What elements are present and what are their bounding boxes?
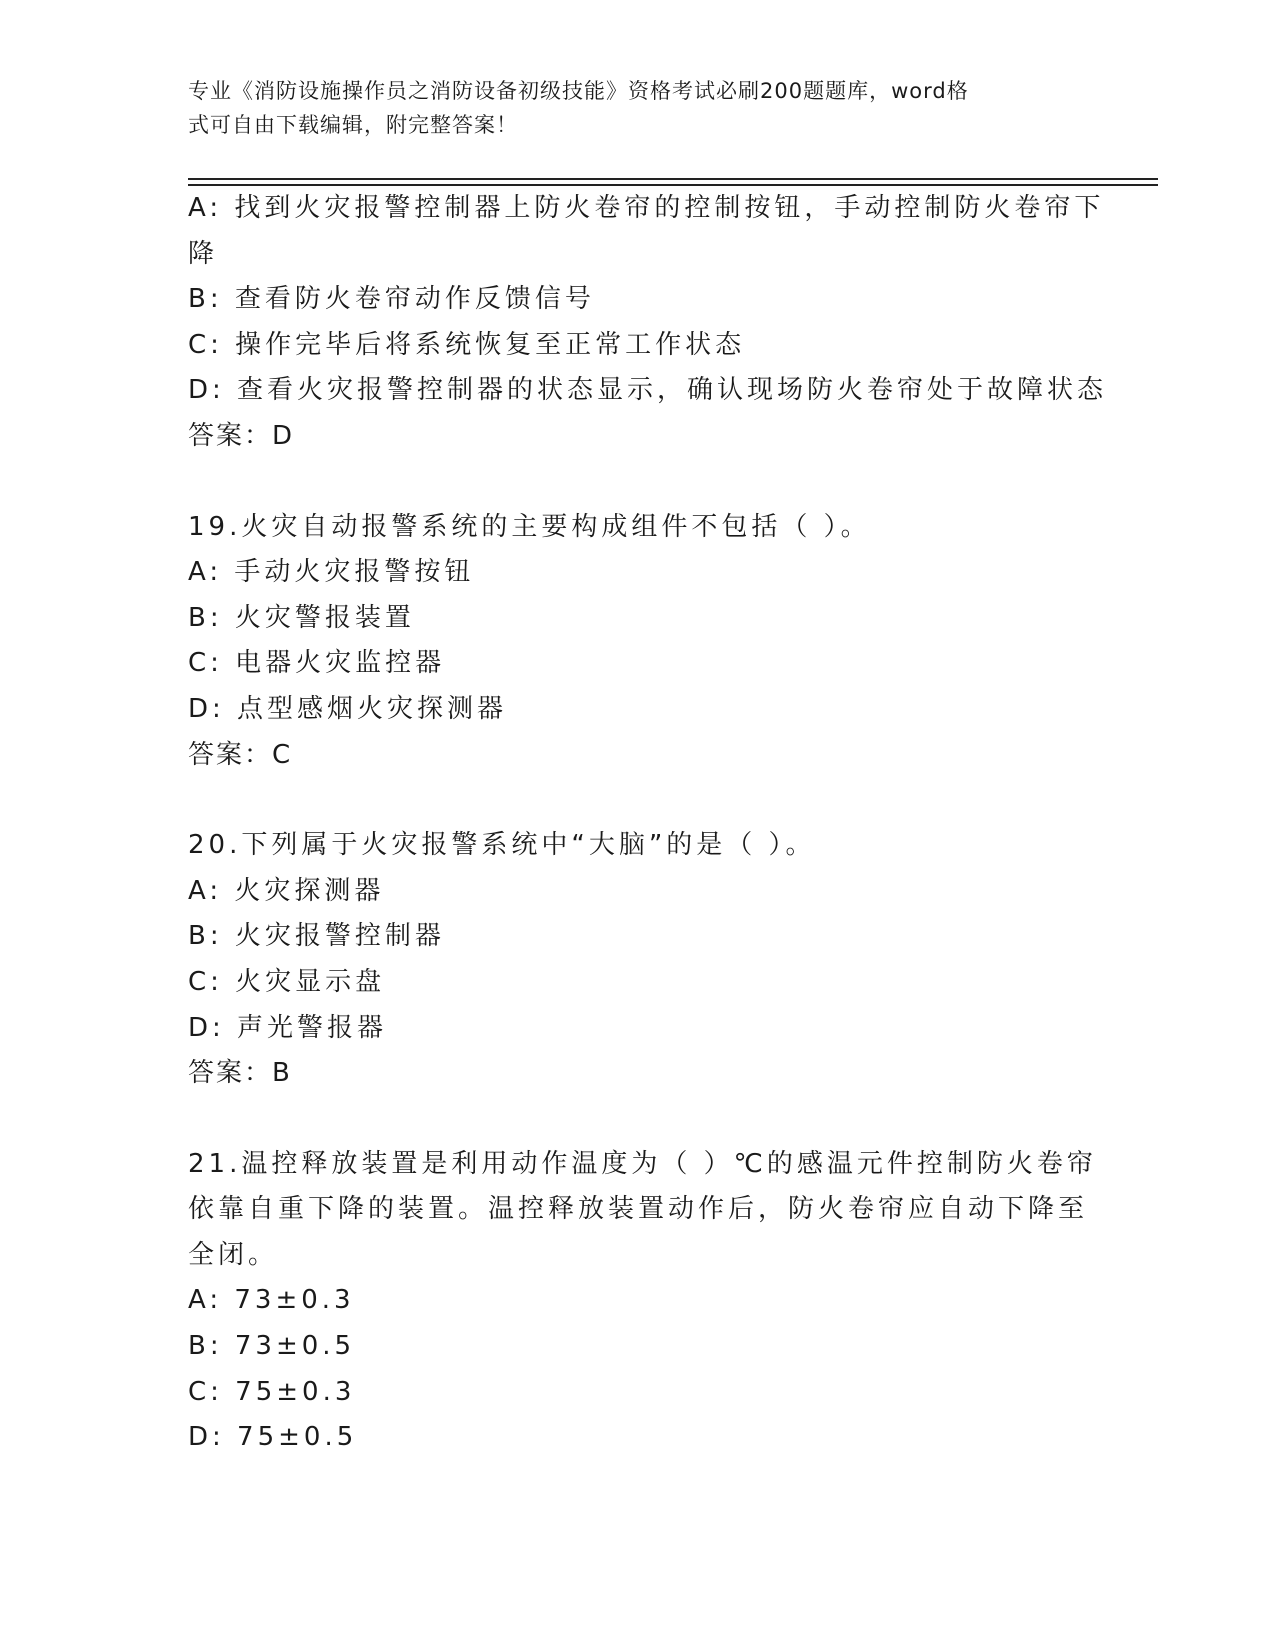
option-b: B: 73±0.5	[188, 1331, 356, 1362]
header-line-2: 式可自由下载编辑，附完整答案！	[188, 113, 518, 137]
question-stem: 19.火灾自动报警系统的主要构成组件不包括（ ）。	[188, 511, 871, 542]
option-c: C: 电器火灾监控器	[188, 648, 446, 679]
question-block-19	[188, 505, 1088, 779]
option-a: A: 73±0.3	[188, 1285, 355, 1316]
question-stem-line-2: 依靠自重下降的装置。温控释放装置动作后，防火卷帘应自动下降至	[188, 1194, 1089, 1225]
question-stem-line-1: 21.温控释放装置是利用动作温度为（ ）℃的感温元件控制防火卷帘	[188, 1148, 1097, 1179]
header-divider-top	[188, 178, 1158, 180]
option-b: B: 火灾报警控制器	[188, 921, 445, 952]
option-a-continued: 降	[188, 238, 219, 269]
option-a: A: 手动火灾报警按钮	[188, 557, 475, 588]
option-d: D: 查看火灾报警控制器的状态显示，确认现场防火卷帘处于故障状态	[188, 375, 1108, 406]
option-a: A: 找到火灾报警控制器上防火卷帘的控制按钮，手动控制防火卷帘下	[188, 193, 1105, 223]
option-d: D: 声光警报器	[188, 1012, 388, 1043]
answer: 答案：B	[188, 1058, 292, 1089]
header-line-1: 专业《消防设施操作员之消防设备初级技能》资格考试必刷200题题库，word格	[188, 79, 969, 103]
question-block-20	[188, 823, 1088, 1097]
answer: 答案：C	[188, 739, 293, 770]
answer: 答案：D	[188, 420, 295, 451]
question-block-prev	[188, 186, 1108, 460]
question-stem-line-3: 全闭。	[188, 1239, 279, 1270]
document-header	[188, 74, 1068, 142]
option-c: C: 75±0.3	[188, 1376, 356, 1407]
question-block-21	[188, 1142, 1097, 1461]
option-b: B: 查看防火卷帘动作反馈信号	[188, 284, 595, 315]
option-c: C: 火灾显示盘	[188, 966, 386, 997]
option-c: C: 操作完毕后将系统恢复至正常工作状态	[188, 329, 746, 360]
option-d: D: 点型感烟火灾探测器	[188, 693, 508, 724]
option-d: D: 75±0.5	[188, 1422, 358, 1453]
document-body	[188, 186, 1108, 1461]
option-a: A: 火灾探测器	[188, 875, 385, 906]
option-b: B: 火灾警报装置	[188, 602, 415, 633]
question-stem: 20.下列属于火灾报警系统中“大脑”的是（ ）。	[188, 830, 816, 861]
